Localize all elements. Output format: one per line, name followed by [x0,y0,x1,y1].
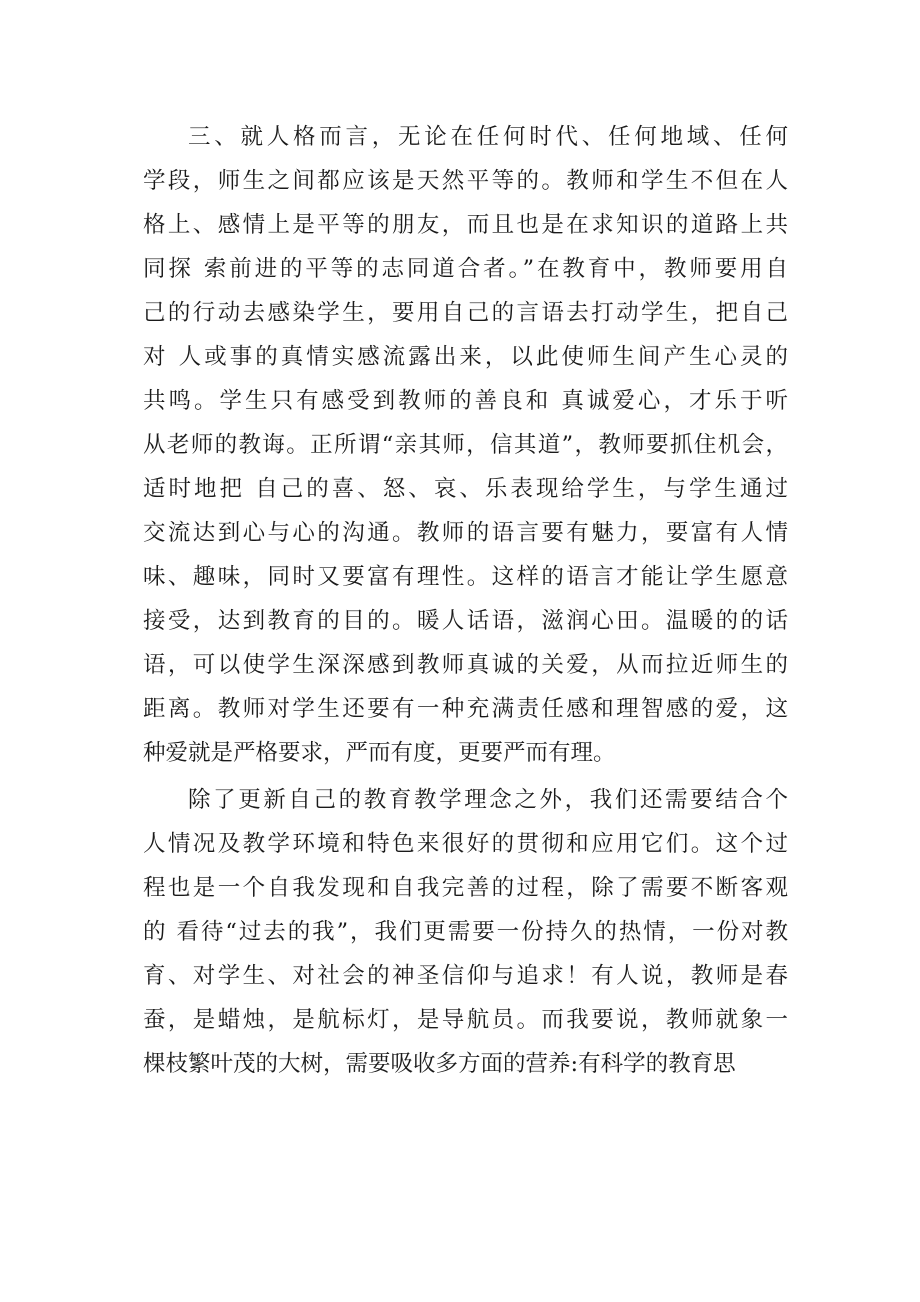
text-line: 交流达到心与心的沟通。教师的语言要有魅力，要富有人情 [143,520,788,546]
text-line: 对 人或事的真情实感流露出来，以此使师生间产生心灵的 [143,344,788,370]
text-line: 学段，师生之间都应该是天然平等的。教师和学生不但在人 [143,168,788,194]
text-line: 种爱就是严格要求，严而有度，更要严而有理。 [143,740,616,766]
text-line: 程也是一个自我发现和自我完善的过程，除了需要不断客观 [143,875,788,901]
paragraph-2 [143,778,788,1086]
text-line: 接受，达到教育的目的。暖人话语，滋润心田。温暖的的话 [143,608,788,634]
text-line: 三、就人格而言，无论在任何时代、任何地域、任何 [188,124,788,150]
text-line: 除了更新自己的教育教学理念之外，我们还需要结合个 [188,787,788,813]
text-line: 的 看待“过去的我”，我们更需要一份持久的热情，一份对教 [143,919,788,945]
text-line: 从老师的教诲。正所谓“亲其师，信其道”，教师要抓住机会， [143,432,788,458]
text-line: 共鸣。学生只有感受到教师的善良和 真诚爱心，才乐于听 [143,388,788,414]
text-line: 味、趣味，同时又要富有理性。这样的语言才能让学生愿意 [143,564,788,590]
text-line: 蚕，是蜡烛，是航标灯，是导航员。而我要说，教师就象一 [143,1007,788,1033]
text-line: 棵枝繁叶茂的大树，需要吸收多方面的营养:有科学的教育思 [143,1051,736,1077]
text-line: 己的行动去感染学生，要用自己的言语去打动学生，把自己 [143,300,788,326]
text-line: 距离。教师对学生还要有一种充满责任感和理智感的爱，这 [143,696,788,722]
text-line: 同探 索前进的平等的志同道合者。”在教育中，教师要用自 [143,256,788,282]
text-line: 人情况及教学环境和特色来很好的贯彻和应用它们。这个过 [143,831,788,857]
text-line: 育、对学生、对社会的神圣信仰与追求！有人说，教师是春 [143,963,788,989]
text-line: 格上、感情上是平等的朋友，而且也是在求知识的道路上共 [143,212,788,238]
body-text [143,115,788,1086]
text-line: 语，可以使学生深深感到教师真诚的关爱，从而拉近师生的 [143,652,788,678]
paragraph-1 [143,115,788,775]
text-line: 适时地把 自己的喜、怒、哀、乐表现给学生，与学生通过 [143,476,788,502]
